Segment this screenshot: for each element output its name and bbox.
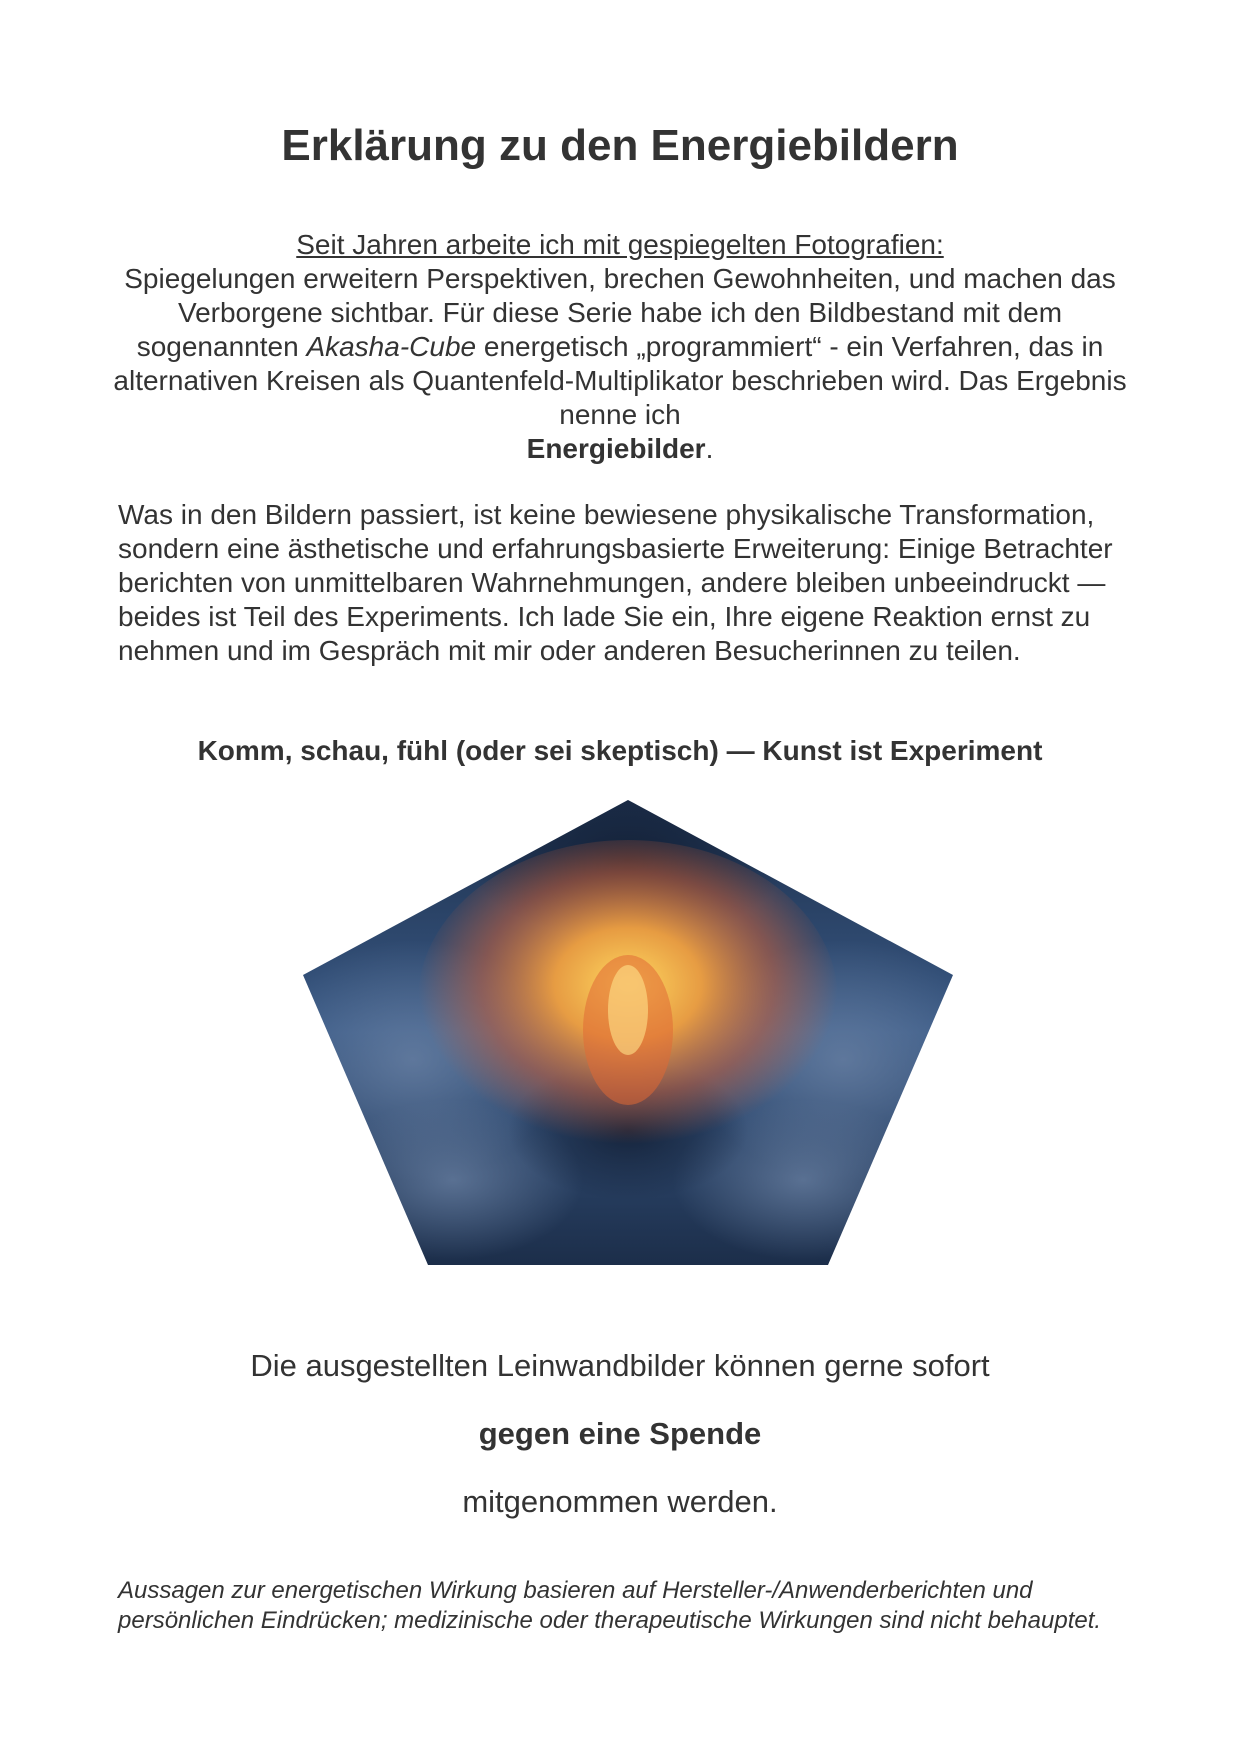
- intro-paragraph: [110, 228, 1130, 466]
- offer-line-3: mitgenommen werden.: [462, 1484, 778, 1519]
- intro-result-name: Energiebilder: [526, 433, 706, 464]
- disclaimer: Aussagen zur energetischen Wirkung basieren auf Hersteller-/Anwenderberichten und persönlichen Eindrücken; medizinische oder therapeutische Wirkungen sind nicht behauptet.: [118, 1577, 1102, 1634]
- intro-term: Akasha-Cube: [306, 331, 477, 362]
- intro-text-before-term: Spiegelungen erweitern Perspektiven, brechen Gewohnheiten, und machen das Verborgene sichtbar. Für diese Serie habe ich den Bildbestand mit dem sogenannten: [124, 263, 1116, 362]
- pentagon-mirrored-cloud-photo-icon: [303, 800, 953, 1265]
- offer-line-1: Die ausgestellten Leinwandbilder können gerne sofort: [250, 1348, 990, 1383]
- intro-result-period: .: [705, 433, 714, 464]
- intro-text-after-term: energetisch „programmiert“ - ein Verfahren, das in alternativen Kreisen als Quantenfeld-Multiplikator beschrieben wird. Das Ergebnis nenne ich: [113, 331, 1127, 430]
- offer-line-2: gegen eine Spende: [478, 1416, 762, 1451]
- intro-lead: Seit Jahren arbeite ich mit gespiegelten Fotografien:: [296, 229, 944, 260]
- intro-result: [110, 432, 1130, 466]
- body-paragraph: Was in den Bildern passiert, ist keine bewiesene physikalische Transformation, sondern eine ästhetische und erfahrungsbasierte Erweiterung: Einige Betrachter berichten von unmittelbaren Wahrnehmungen, andere bleiben unbeeindruckt — beides ist Teil des Experiments. Ich lade Sie ein, Ihre eigene Reaktion ernst zu nehmen und im Gespräch mit mir oder anderen Besucherinnen zu teilen.: [118, 499, 1113, 666]
- page-title: Erklärung zu den Energiebildern: [281, 121, 959, 170]
- motto: Komm, schau, fühl (oder sei skeptisch) — Kunst ist Experiment: [197, 735, 1043, 766]
